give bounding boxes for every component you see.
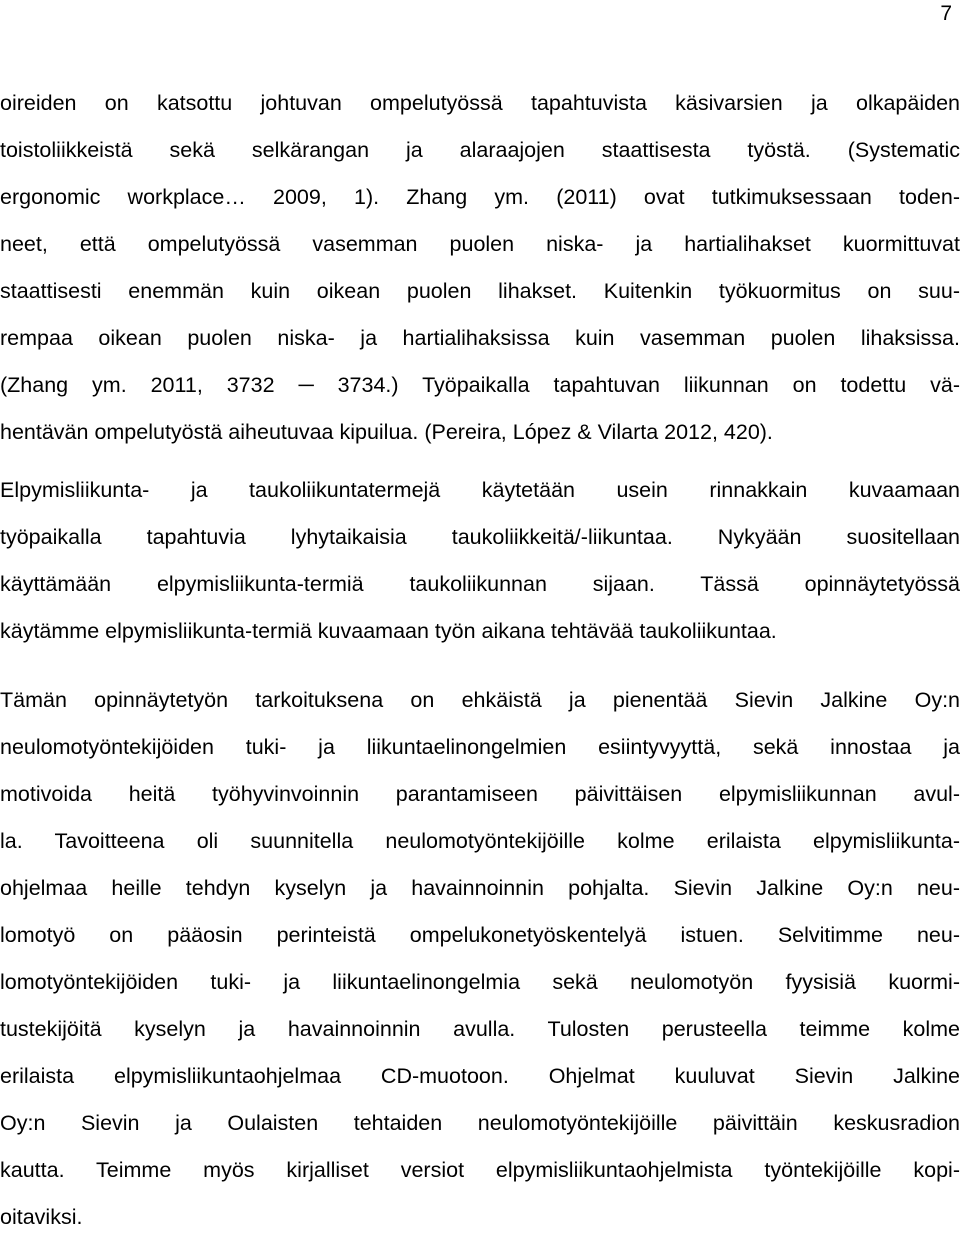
paragraph-thesis-purpose	[0, 677, 960, 1241]
paragraph-ergonomics	[0, 80, 960, 456]
text-line: la. Tavoitteena oli suunnitella neulomotyöntekijöille kolme erilaista elpymisliikunta-	[0, 829, 960, 853]
text-line: toistoliikkeistä sekä selkärangan ja alaraajojen staattisesta työstä. (Systematic	[0, 138, 960, 162]
text-line: (Zhang ym. 2011, 3732 ─ 3734.) Työpaikalla tapahtuvan liikunnan on todettu vä-	[0, 373, 960, 397]
text-line: ohjelmaa heille tehdyn kyselyn ja havainnoinnin pohjalta. Sievin Jalkine Oy:n neu-	[0, 876, 960, 900]
text-line: kautta. Teimme myös kirjalliset versiot elpymisliikuntaohjelmista työntekijöille kopi-	[0, 1158, 960, 1182]
text-line: lomotyöntekijöiden tuki- ja liikuntaelinongelmia sekä neulomotyön fyysisiä kuormi-	[0, 970, 960, 994]
text-line: lomotyö on pääosin perinteistä ompelukonetyöskentelyä istuen. Selvitimme neu-	[0, 923, 960, 947]
text-line: Tämän opinnäytetyön tarkoituksena on ehkäistä ja pienentää Sievin Jalkine Oy:n	[0, 688, 960, 712]
text-line: neulomotyöntekijöiden tuki- ja liikuntaelinongelmien esiintyvyyttä, sekä innostaa ja	[0, 735, 960, 759]
text-line: työpaikalla tapahtuvia lyhytaikaisia taukoliikkeitä/-liikuntaa. Nykyään suositellaan	[0, 525, 960, 549]
paragraph-terminology	[0, 467, 960, 655]
text-line: käyttämään elpymisliikunta-termiä taukoliikunnan sijaan. Tässä opinnäytetyössä	[0, 572, 960, 596]
text-line: oireiden on katsottu johtuvan ompelutyössä tapahtuvista käsivarsien ja olkapäiden	[0, 91, 960, 115]
text-line: Oy:n Sievin ja Oulaisten tehtaiden neulomotyöntekijöille päivittäin keskusradion	[0, 1111, 960, 1135]
text-line: erilaista elpymisliikuntaohjelmaa CD-muotoon. Ohjelmat kuuluvat Sievin Jalkine	[0, 1064, 960, 1088]
text-line: käytämme elpymisliikunta-termiä kuvaamaan työn aikana tehtävää taukoliikuntaa.	[0, 619, 777, 643]
text-line: tustekijöitä kyselyn ja havainnoinnin avulla. Tulosten perusteella teimme kolme	[0, 1017, 960, 1041]
text-line: Elpymisliikunta- ja taukoliikuntatermejä käytetään usein rinnakkain kuvaamaan	[0, 478, 960, 502]
text-line: staattisesti enemmän kuin oikean puolen lihakset. Kuitenkin työkuormitus on suu-	[0, 279, 960, 303]
text-line: rempaa oikean puolen niska- ja hartialihaksissa kuin vasemman puolen lihaksissa.	[0, 326, 960, 350]
text-line: ergonomic workplace… 2009, 1). Zhang ym. (2011) ovat tutkimuksessaan toden-	[0, 185, 960, 209]
page-number: 7	[940, 2, 952, 25]
text-line: motivoida heitä työhyvinvoinnin parantamiseen päivittäisen elpymisliikunnan avul-	[0, 782, 960, 806]
text-line: oitaviksi.	[0, 1205, 83, 1229]
text-line: hentävän ompelutyöstä aiheutuvaa kipuilua. (Pereira, López & Vilarta 2012, 420).	[0, 420, 773, 444]
text-line: neet, että ompelutyössä vasemman puolen niska- ja hartialihakset kuormittuvat	[0, 232, 960, 256]
